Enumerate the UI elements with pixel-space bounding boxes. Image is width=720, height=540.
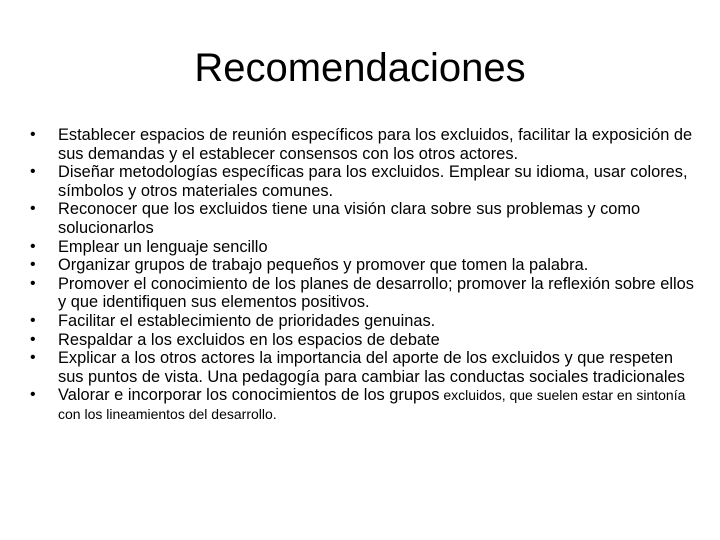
bullet-text: Diseñar metodologías específicas para los excluidos. Emplear su idioma, usar colores, símbolos y otros materiales comunes.	[58, 163, 688, 200]
bullet-item	[30, 331, 700, 350]
bullet-item	[30, 312, 700, 331]
bullet-text-small: excluidos, que suelen estar en sintonía con los lineamientos del desarrollo.	[58, 387, 686, 422]
bullet-icon: •	[30, 126, 36, 143]
bullet-list	[30, 126, 700, 424]
bullet-icon: •	[30, 237, 36, 255]
bullet-item	[30, 163, 700, 200]
bullet-icon: •	[30, 163, 36, 181]
bullet-item	[30, 275, 700, 312]
bullet-icon: •	[30, 200, 36, 218]
bullet-text: Reconocer que los excluidos tiene una visión clara sobre sus problemas y como solucionarlos	[58, 200, 641, 237]
bullet-icon: •	[30, 274, 36, 292]
bullet-text: Respaldar a los excluidos en los espacios de debate	[58, 330, 440, 349]
bullet-text: Facilitar el establecimiento de prioridades genuinas.	[58, 311, 436, 330]
bullet-icon: •	[30, 330, 36, 348]
bullet-icon: •	[30, 349, 36, 367]
bullet-text: Emplear un lenguaje sencillo	[58, 237, 268, 256]
bullet-text: Promover el conocimiento de los planes de desarrollo; promover la reflexión sobre ellos y que identifiquen sus elementos positivos.	[58, 274, 694, 312]
bullet-text: Organizar grupos de trabajo pequeños y promover que tomen la palabra.	[58, 256, 589, 275]
bullet-item	[30, 349, 700, 386]
bullet-item	[30, 386, 700, 423]
slide-title: Recomendaciones	[194, 46, 526, 90]
bullet-text: Explicar a los otros actores la importancia del aporte de los excluidos y que respeten sus puntos de vista. Una pedagogía para cambiar las conductas sociales tradicionales	[58, 349, 685, 386]
bullet-item	[30, 200, 700, 237]
bullet-icon: •	[30, 386, 36, 404]
bullet-text: Establecer espacios de reunión específicos para los excluidos, facilitar la exposición de sus demandas y el establecer consensos con los otros actores.	[58, 126, 693, 163]
bullet-item	[30, 256, 700, 275]
bullet-icon: •	[30, 256, 36, 274]
bullet-item	[30, 238, 700, 257]
bullet-text: Valorar e incorporar los conocimientos de los grupos	[58, 386, 440, 405]
bullet-icon: •	[30, 311, 36, 329]
bullet-item	[30, 126, 700, 163]
